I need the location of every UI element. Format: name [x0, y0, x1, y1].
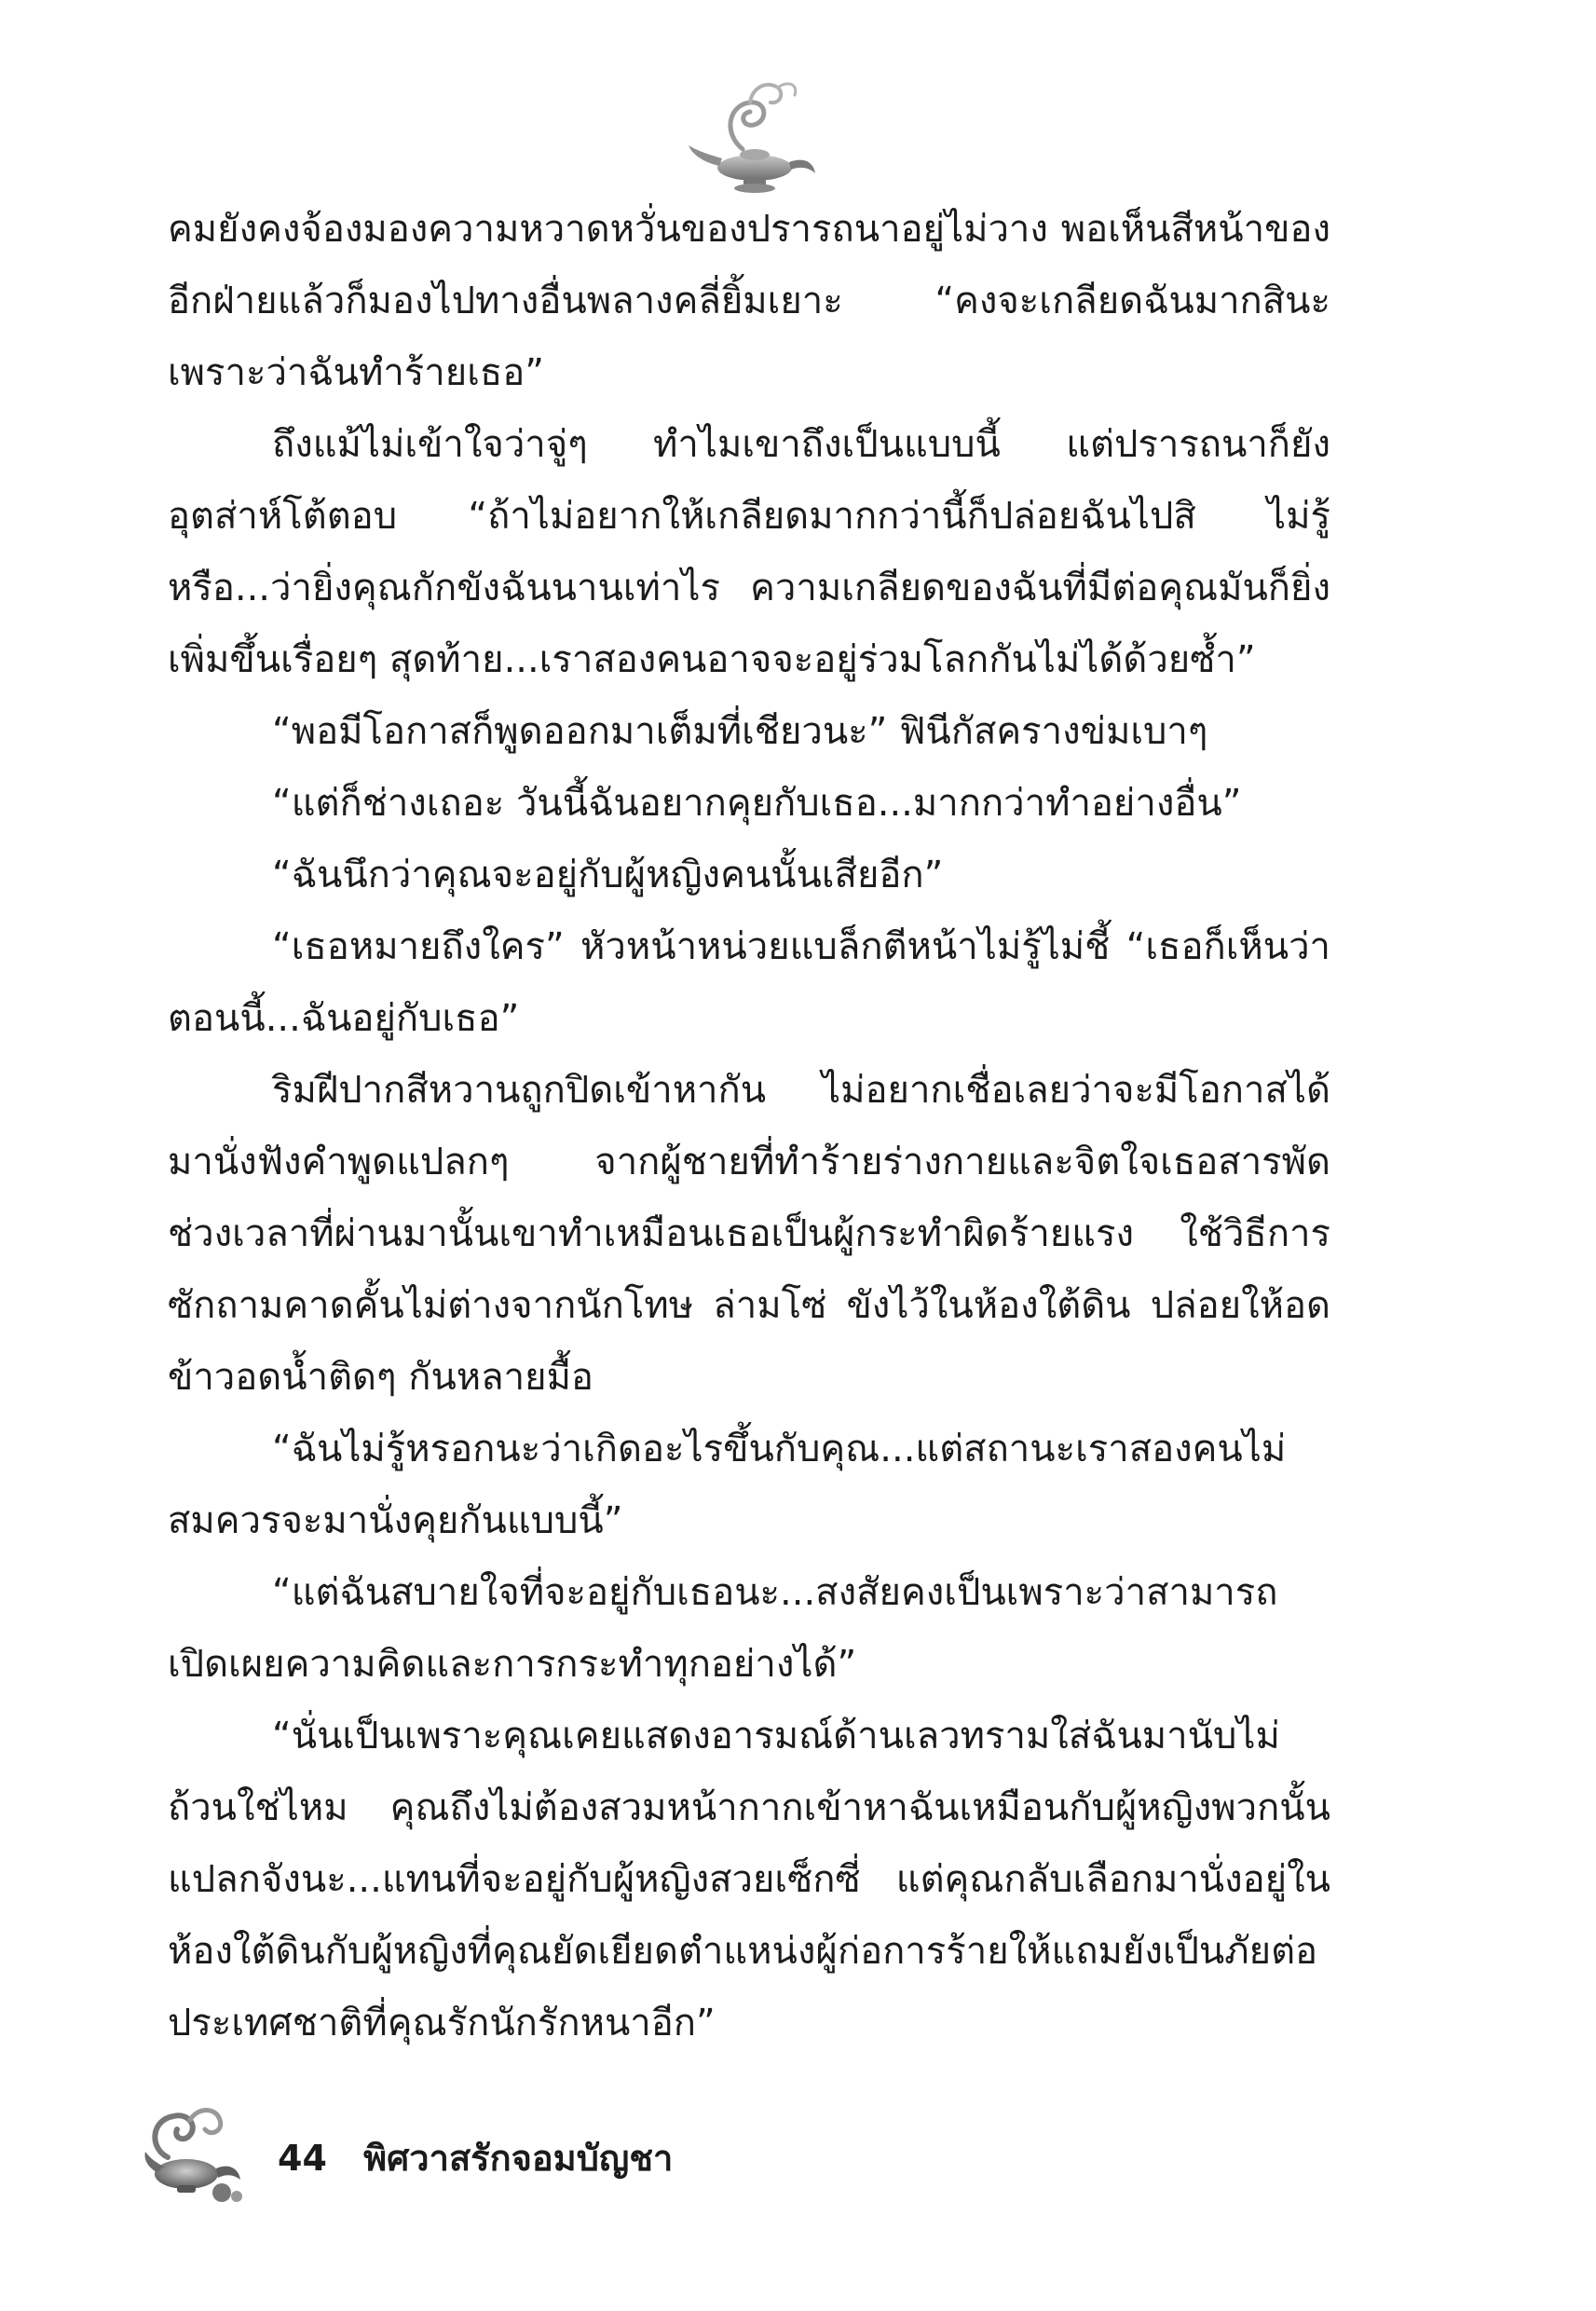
paragraph: คมยังคงจ้องมองความหวาดหวั่นของปรารถนาอยู่ไม่วาง พอเห็นสีหน้าของอีกฝ่ายแล้วก็มองไปทางอื่นพลางคลี่ยิ้มเยาะ “คงจะเกลียดฉันมากสินะ เพราะว่าฉันทำร้ายเธอ”	[168, 208, 1330, 394]
paragraph: “เธอหมายถึงใคร” หัวหน้าหน่วยแบล็กตีหน้าไม่รู้ไม่ชี้ “เธอก็เห็นว่าตอนนี้...ฉันอยู่กับเธอ”	[168, 925, 1330, 1040]
paragraph: “ฉันไม่รู้หรอกนะว่าเกิดอะไรขึ้นกับคุณ...แต่สถานะเราสองคนไม่สมควรจะมานั่งคุยกันแบบนี้”	[168, 1428, 1287, 1542]
page-number: 44	[278, 2138, 327, 2179]
paragraph: “แต่ก็ช่างเถอะ วันนี้ฉันอยากคุยกับเธอ...มากกว่าทำอย่างอื่น”	[272, 782, 1242, 825]
paragraph: “ฉันนึกว่าคุณจะอยู่กับผู้หญิงคนนั้นเสียอีก”	[272, 854, 944, 896]
header-ornament	[685, 76, 825, 202]
paragraph: “พอมีโอกาสก็พูดออกมาเต็มที่เชียวนะ” ฟินีกัสครางข่มเบาๆ	[272, 710, 1208, 753]
footer-ornament	[140, 2101, 252, 2204]
body-text	[168, 194, 1330, 2059]
genie-lamp-icon	[140, 2101, 252, 2204]
footer-text	[278, 2129, 673, 2186]
paragraph: “แต่ฉันสบายใจที่จะอยู่กับเธอนะ...สงสัยคงเป็นเพราะว่าสามารถเปิดเผยความคิดและการกระทำทุกอย่างได้”	[168, 1571, 1278, 1686]
page-footer	[140, 2101, 978, 2204]
paragraph: ถึงแม้ไม่เข้าใจว่าจู่ๆ ทำไมเขาถึงเป็นแบบนี้ แต่ปรารถนาก็ยังอุตส่าห์โต้ตอบ “ถ้าไม่อยากให้เกลียดมากกว่านี้ก็ปล่อยฉันไปสิ ไม่รู้หรือ...ว่ายิ่งคุณกักขังฉันนานเท่าไร ความเกลียดของฉันที่มีต่อคุณมันก็ยิ่งเพิ่มขึ้นเรื่อยๆ สุดท้าย...เราสองคนอาจจะอยู่ร่วมโลกกันไม่ได้ด้วยซ้ำ”	[168, 423, 1330, 681]
paragraph: ริมฝีปากสีหวานถูกปิดเข้าหากัน ไม่อยากเชื่อเลยว่าจะมีโอกาสได้มานั่งฟังคำพูดแปลกๆ จากผู้ชายที่ทำร้ายร่างกายและจิตใจเธอสารพัด ช่วงเวลาที่ผ่านมานั้นเขาทำเหมือนเธอเป็นผู้กระทำผิดร้ายแรง ใช้วิธีการซักถามคาดคั้นไม่ต่างจากนักโทษ ล่ามโซ่ ขังไว้ในห้องใต้ดิน ปล่อยให้อดข้าวอดน้ำติดๆ กันหลายมื้อ	[168, 1069, 1330, 1399]
paragraph: “นั่นเป็นเพราะคุณเคยแสดงอารมณ์ด้านเลวทรามใส่ฉันมานับไม่ถ้วนใช่ไหม คุณถึงไม่ต้องสวมหน้ากากเข้าหาฉันเหมือนกับผู้หญิงพวกนั้น แปลกจังนะ...แทนที่จะอยู่กับผู้หญิงสวยเซ็กซี่ แต่คุณกลับเลือกมานั่งอยู่ในห้องใต้ดินกับผู้หญิงที่คุณยัดเยียดตำแหน่งผู้ก่อการร้ายให้แถมยังเป็นภัยต่อประเทศชาติที่คุณรักนักรักหนาอีก”	[168, 1715, 1330, 2044]
book-title: พิศวาสรักจอมบัญชา	[363, 2138, 674, 2179]
genie-lamp-icon	[685, 76, 825, 202]
